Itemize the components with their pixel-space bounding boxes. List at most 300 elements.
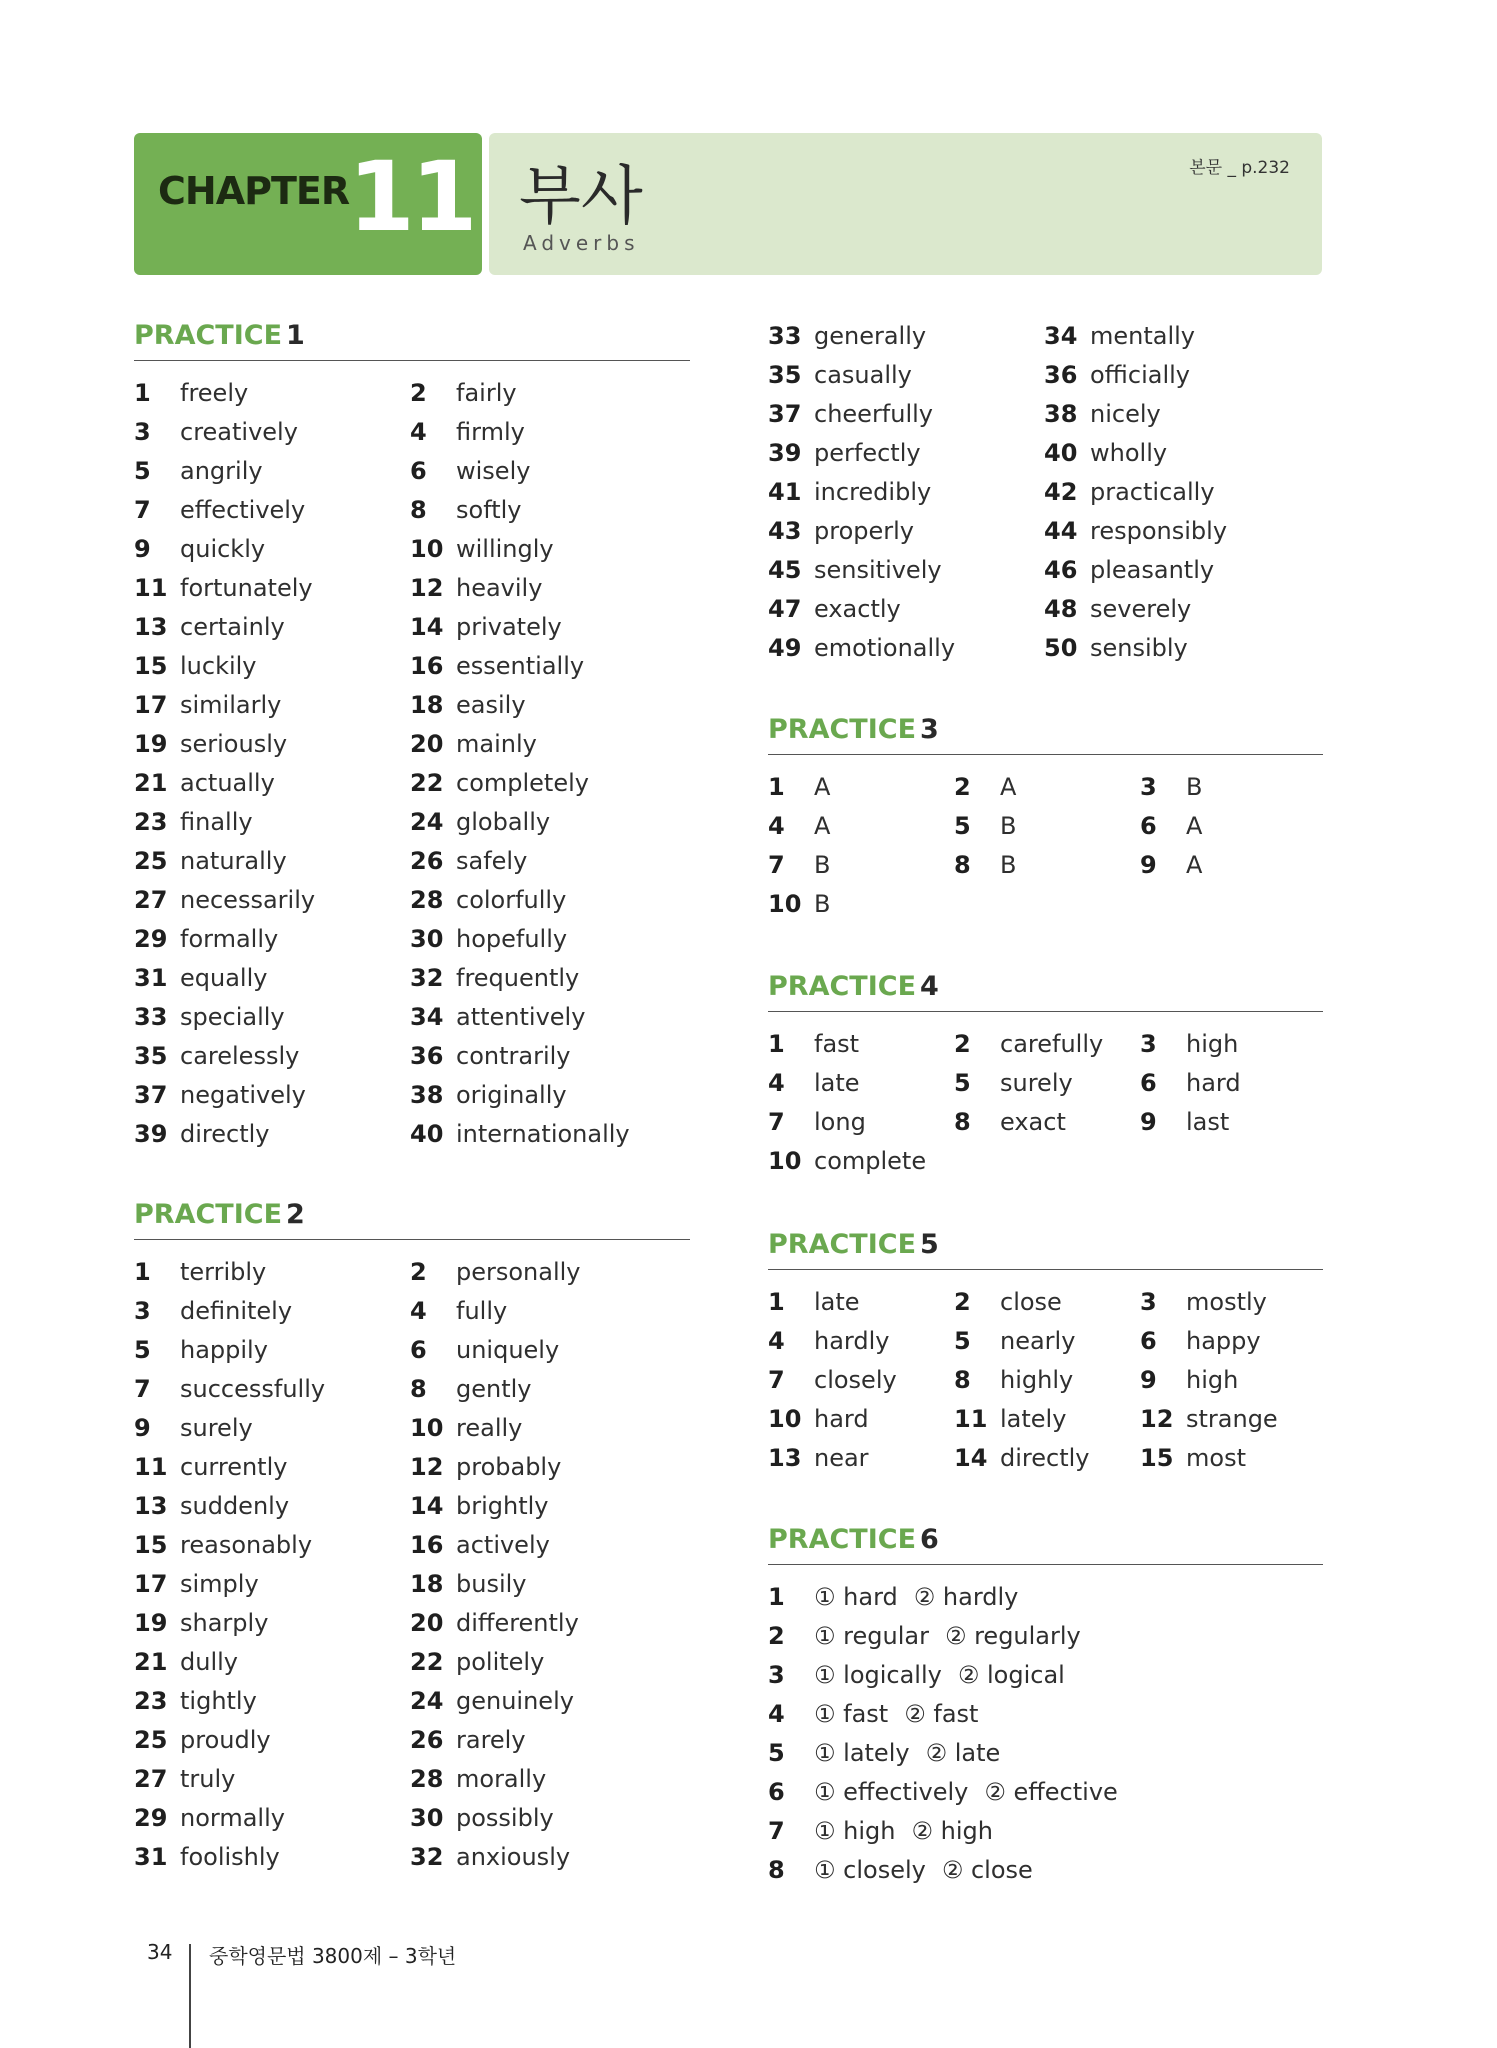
answer-text: firmly <box>456 417 525 446</box>
answer-item <box>1140 1282 1323 1321</box>
question-number: 9 <box>1140 1107 1157 1136</box>
answer-item <box>134 1525 410 1564</box>
answer-item <box>1140 1399 1323 1438</box>
answer-item <box>768 884 954 923</box>
question-number: 7 <box>768 1365 785 1394</box>
answer-text: closely <box>814 1365 897 1394</box>
answer-item <box>134 1603 410 1642</box>
answer-item <box>768 1733 1323 1772</box>
answer-text: angrily <box>180 456 263 485</box>
question-number: 32 <box>410 1842 444 1871</box>
answer-item <box>134 646 410 685</box>
question-number: 5 <box>768 1738 785 1767</box>
practice-number: 6 <box>920 1524 939 1555</box>
answer-text: wisely <box>456 456 531 485</box>
answer-text: formally <box>180 924 279 953</box>
answer-part-1: ① hard <box>814 1582 898 1611</box>
answer-text: B <box>814 889 831 918</box>
question-number: 19 <box>134 729 168 758</box>
answer-text: officially <box>1090 360 1190 389</box>
answer-item <box>1140 1024 1323 1063</box>
question-number: 22 <box>410 768 444 797</box>
practice-number: 1 <box>286 320 305 351</box>
answer-text: properly <box>814 516 914 545</box>
question-number: 2 <box>954 1287 971 1316</box>
book-title: 중학영문법 3800제 – 3학년 <box>209 1944 457 1968</box>
practice-number: 4 <box>920 971 939 1002</box>
answer-item <box>954 1063 1140 1102</box>
question-number: 39 <box>134 1119 168 1148</box>
practice-4-answers <box>768 1024 1323 1180</box>
question-number: 17 <box>134 1569 168 1598</box>
answer-text <box>814 1817 993 1845</box>
answer-text: simply <box>180 1569 259 1598</box>
question-number: 13 <box>134 612 168 641</box>
answer-item <box>134 880 410 919</box>
answer-item <box>410 1837 690 1876</box>
answer-text: emotionally <box>814 633 956 662</box>
answer-item <box>134 1075 410 1114</box>
answer-item <box>134 763 410 802</box>
answer-item <box>768 1141 954 1180</box>
answer-text: genuinely <box>456 1686 574 1715</box>
practice-5-answers <box>768 1282 1323 1477</box>
answer-item <box>768 589 1044 628</box>
practice-number: 3 <box>920 714 939 745</box>
question-number: 26 <box>410 846 444 875</box>
answer-text: exact <box>1000 1107 1066 1136</box>
answer-item <box>768 1282 954 1321</box>
footer-divider <box>189 1944 191 2048</box>
answer-text: hardly <box>814 1326 890 1355</box>
question-number: 28 <box>410 885 444 914</box>
answer-text: A <box>1186 811 1203 840</box>
question-number: 11 <box>134 573 168 602</box>
answer-item <box>1044 550 1324 589</box>
answer-part-1: ① lately <box>814 1738 910 1767</box>
answer-item <box>768 1772 1323 1811</box>
answer-item <box>768 1360 954 1399</box>
question-number: 8 <box>954 1365 971 1394</box>
answer-item <box>954 1399 1140 1438</box>
question-number: 2 <box>954 772 971 801</box>
answer-part-2: ② hardly <box>913 1582 1019 1611</box>
question-number: 5 <box>134 1335 151 1364</box>
answer-item <box>410 841 690 880</box>
answer-text: proudly <box>180 1725 271 1754</box>
answer-text: completely <box>456 768 589 797</box>
answer-part-2: ② effective <box>984 1777 1118 1806</box>
practice-1-continued-answers <box>768 316 1324 667</box>
answer-text: nearly <box>1000 1326 1076 1355</box>
answer-text: terribly <box>180 1257 267 1286</box>
question-number: 4 <box>768 1699 785 1728</box>
question-number: 18 <box>410 690 444 719</box>
question-number: 2 <box>410 1257 427 1286</box>
question-number: 43 <box>768 516 802 545</box>
answer-item <box>410 1564 690 1603</box>
answer-text: fortunately <box>180 573 313 602</box>
answer-item <box>410 1291 690 1330</box>
question-number: 3 <box>134 1296 151 1325</box>
answer-text: rarely <box>456 1725 526 1754</box>
answer-text: truly <box>180 1764 236 1793</box>
question-number: 39 <box>768 438 802 467</box>
question-number: 1 <box>768 772 785 801</box>
answer-text: surely <box>1000 1068 1073 1097</box>
answer-item <box>768 845 954 884</box>
question-number: 3 <box>1140 1029 1157 1058</box>
question-number: 14 <box>410 1491 444 1520</box>
answer-item <box>410 1447 690 1486</box>
practice-6-answers <box>768 1577 1323 1889</box>
answer-item <box>410 1759 690 1798</box>
chapter-title: 부사 <box>519 160 643 234</box>
answer-text: finally <box>180 807 253 836</box>
answer-text: incredibly <box>814 477 932 506</box>
question-number: 15 <box>134 1530 168 1559</box>
answer-text: mainly <box>456 729 537 758</box>
answer-item <box>954 1438 1140 1477</box>
question-number: 17 <box>134 690 168 719</box>
answer-item <box>410 412 690 451</box>
answer-item <box>410 646 690 685</box>
answer-item <box>134 1036 410 1075</box>
question-number: 10 <box>768 1146 802 1175</box>
answer-item <box>410 451 690 490</box>
answer-item <box>134 1447 410 1486</box>
answer-item <box>410 1075 690 1114</box>
answer-text: actively <box>456 1530 550 1559</box>
answer-item <box>1140 1360 1323 1399</box>
answer-item <box>410 1603 690 1642</box>
answer-item <box>134 685 410 724</box>
answer-text: perfectly <box>814 438 921 467</box>
answer-item <box>134 997 410 1036</box>
answer-item <box>1044 511 1324 550</box>
answer-text: globally <box>456 807 551 836</box>
answer-item <box>1044 433 1324 472</box>
answer-item <box>134 451 410 490</box>
practice-label: PRACTICE <box>134 320 283 351</box>
answer-item <box>768 1399 954 1438</box>
question-number: 3 <box>768 1660 785 1689</box>
answer-item <box>134 1252 410 1291</box>
question-number: 16 <box>410 1530 444 1559</box>
question-number: 40 <box>410 1119 444 1148</box>
answer-text: specially <box>180 1002 285 1031</box>
question-number: 19 <box>134 1608 168 1637</box>
practice-6-section <box>768 1522 1323 1889</box>
question-number: 23 <box>134 807 168 836</box>
question-number: 10 <box>410 1413 444 1442</box>
answer-text: surely <box>180 1413 253 1442</box>
answer-text: freely <box>180 378 249 407</box>
answer-item <box>410 1330 690 1369</box>
question-number: 33 <box>134 1002 168 1031</box>
answer-item <box>954 767 1140 806</box>
answer-item <box>768 1024 954 1063</box>
answer-text: fairly <box>456 378 517 407</box>
answer-text: colorfully <box>456 885 567 914</box>
practice-4-title <box>768 969 1323 1012</box>
answer-part-2: ② regularly <box>944 1621 1081 1650</box>
answer-text: last <box>1186 1107 1230 1136</box>
practice-3-title <box>768 712 1323 755</box>
answer-text: possibly <box>456 1803 554 1832</box>
answer-item <box>410 919 690 958</box>
answer-item <box>410 1252 690 1291</box>
question-number: 37 <box>134 1080 168 1109</box>
answer-text: carefully <box>1000 1029 1104 1058</box>
answer-text: sensibly <box>1090 633 1188 662</box>
question-number: 3 <box>1140 772 1157 801</box>
answer-item <box>1140 1321 1323 1360</box>
answer-part-2: ② high <box>911 1816 993 1845</box>
question-number: 3 <box>1140 1287 1157 1316</box>
answer-item <box>134 1408 410 1447</box>
answer-text: actually <box>180 768 275 797</box>
answer-item <box>954 806 1140 845</box>
answer-item <box>1044 628 1324 667</box>
question-number: 4 <box>768 1068 785 1097</box>
answer-item <box>768 1655 1323 1694</box>
question-number: 9 <box>134 534 151 563</box>
question-number: 13 <box>768 1443 802 1472</box>
answer-text: brightly <box>456 1491 549 1520</box>
answer-text: late <box>814 1287 860 1316</box>
practice-3-section <box>768 712 1323 923</box>
question-number: 29 <box>134 1803 168 1832</box>
question-number: 2 <box>768 1621 785 1650</box>
answer-item <box>134 1642 410 1681</box>
answer-part-1: ① high <box>814 1816 896 1845</box>
answer-text: complete <box>814 1146 927 1175</box>
question-number: 1 <box>768 1287 785 1316</box>
answer-text: generally <box>814 321 927 350</box>
answer-text: gently <box>456 1374 532 1403</box>
question-number: 11 <box>954 1404 988 1433</box>
question-number: 40 <box>1044 438 1078 467</box>
answer-item <box>410 1369 690 1408</box>
answer-text <box>814 1622 1081 1650</box>
answer-item <box>954 1360 1140 1399</box>
answer-text: B <box>1186 772 1203 801</box>
answer-text: hard <box>814 1404 869 1433</box>
question-number: 5 <box>134 456 151 485</box>
question-number: 41 <box>768 477 802 506</box>
question-number: 20 <box>410 1608 444 1637</box>
question-number: 16 <box>410 651 444 680</box>
question-number: 3 <box>134 417 151 446</box>
answer-text: luckily <box>180 651 257 680</box>
chapter-title-banner <box>489 133 1322 275</box>
answer-item <box>768 1321 954 1360</box>
answer-text: exactly <box>814 594 901 623</box>
answer-text: successfully <box>180 1374 326 1403</box>
question-number: 49 <box>768 633 802 662</box>
answer-text: carelessly <box>180 1041 300 1070</box>
answer-text <box>814 1856 1033 1884</box>
chapter-badge <box>134 133 482 275</box>
answer-text: frequently <box>456 963 580 992</box>
answer-item <box>768 394 1044 433</box>
answer-text: sharply <box>180 1608 269 1637</box>
question-number: 15 <box>134 651 168 680</box>
question-number: 48 <box>1044 594 1078 623</box>
answer-item <box>954 1024 1140 1063</box>
question-number: 8 <box>410 495 427 524</box>
answer-text: willingly <box>456 534 554 563</box>
answer-text: fully <box>456 1296 508 1325</box>
chapter-number: 11 <box>348 141 474 253</box>
answer-text: practically <box>1090 477 1215 506</box>
answer-item <box>410 1642 690 1681</box>
answer-item <box>410 1681 690 1720</box>
page-reference: 본문 _ p.232 <box>1189 158 1290 178</box>
answer-text: hopefully <box>456 924 568 953</box>
question-number: 13 <box>134 1491 168 1520</box>
answer-part-2: ② fast <box>904 1699 979 1728</box>
answer-text: happily <box>180 1335 268 1364</box>
question-number: 20 <box>410 729 444 758</box>
question-number: 45 <box>768 555 802 584</box>
answer-item <box>410 724 690 763</box>
question-number: 38 <box>410 1080 444 1109</box>
practice-label: PRACTICE <box>768 1524 917 1555</box>
answer-item <box>410 1408 690 1447</box>
answer-text: B <box>814 850 831 879</box>
answer-item <box>1140 1438 1323 1477</box>
answer-text <box>814 1739 1000 1767</box>
answer-text: directly <box>1000 1443 1090 1472</box>
answer-item <box>768 511 1044 550</box>
answer-item <box>768 433 1044 472</box>
answer-text: reasonably <box>180 1530 313 1559</box>
question-number: 5 <box>954 811 971 840</box>
question-number: 35 <box>134 1041 168 1070</box>
question-number: 24 <box>410 807 444 836</box>
answer-item <box>134 1681 410 1720</box>
answer-text: strange <box>1186 1404 1278 1433</box>
answer-item <box>410 1798 690 1837</box>
answer-text: softly <box>456 495 522 524</box>
answer-item <box>410 607 690 646</box>
answer-item <box>134 568 410 607</box>
practice-label: PRACTICE <box>768 1229 917 1260</box>
answer-item <box>768 806 954 845</box>
answer-text: mentally <box>1090 321 1196 350</box>
practice-5-title <box>768 1227 1323 1270</box>
question-number: 7 <box>768 1816 785 1845</box>
question-number: 15 <box>1140 1443 1174 1472</box>
answer-item <box>410 568 690 607</box>
answer-item <box>768 1616 1323 1655</box>
answer-item <box>410 997 690 1036</box>
answer-text: contrarily <box>456 1041 571 1070</box>
practice-5-section <box>768 1227 1323 1477</box>
question-number: 37 <box>768 399 802 428</box>
answer-text: safely <box>456 846 528 875</box>
answer-item <box>134 1798 410 1837</box>
question-number: 12 <box>1140 1404 1174 1433</box>
question-number: 6 <box>410 1335 427 1364</box>
practice-1-answers <box>134 373 690 1153</box>
answer-item <box>1044 589 1324 628</box>
question-number: 12 <box>410 1452 444 1481</box>
answer-text: equally <box>180 963 268 992</box>
answer-item <box>410 958 690 997</box>
answer-text: hard <box>1186 1068 1241 1097</box>
answer-item <box>134 1369 410 1408</box>
answer-text: probably <box>456 1452 562 1481</box>
question-number: 32 <box>410 963 444 992</box>
question-number: 7 <box>768 850 785 879</box>
practice-1-continued <box>768 316 1324 667</box>
practice-1-title <box>134 318 690 361</box>
answer-text: pleasantly <box>1090 555 1215 584</box>
practice-3-answers <box>768 767 1323 923</box>
chapter-subtitle: Adverbs <box>523 231 640 255</box>
answer-item <box>134 529 410 568</box>
answer-item <box>768 355 1044 394</box>
answer-item <box>134 1564 410 1603</box>
question-number: 14 <box>954 1443 988 1472</box>
answer-text: happy <box>1186 1326 1261 1355</box>
answer-text: certainly <box>180 612 285 641</box>
answer-text: most <box>1186 1443 1246 1472</box>
question-number: 1 <box>134 378 151 407</box>
answer-text <box>814 1778 1118 1806</box>
answer-item <box>768 1694 1323 1733</box>
answer-part-1: ① effectively <box>814 1777 969 1806</box>
answer-text: tightly <box>180 1686 257 1715</box>
question-number: 33 <box>768 321 802 350</box>
answer-text: B <box>1000 811 1017 840</box>
question-number: 8 <box>954 1107 971 1136</box>
answer-item <box>410 1486 690 1525</box>
answer-text: lately <box>1000 1404 1067 1433</box>
answer-item <box>768 1811 1323 1850</box>
answer-item <box>954 1102 1140 1141</box>
answer-text: close <box>1000 1287 1062 1316</box>
answer-text: creatively <box>180 417 298 446</box>
answer-item <box>134 490 410 529</box>
answer-item <box>134 607 410 646</box>
question-number: 28 <box>410 1764 444 1793</box>
answer-text: A <box>1000 772 1017 801</box>
question-number: 14 <box>410 612 444 641</box>
question-number: 38 <box>1044 399 1078 428</box>
answer-part-1: ① closely <box>814 1855 926 1884</box>
answer-text <box>814 1583 1018 1611</box>
question-number: 46 <box>1044 555 1078 584</box>
answer-item <box>410 373 690 412</box>
answer-text: high <box>1186 1029 1239 1058</box>
question-number: 7 <box>134 495 151 524</box>
answer-text: dully <box>180 1647 238 1676</box>
answer-text: differently <box>456 1608 579 1637</box>
question-number: 34 <box>1044 321 1078 350</box>
answer-item <box>134 1720 410 1759</box>
practice-2-answers <box>134 1252 690 1876</box>
answer-text: casually <box>814 360 912 389</box>
answer-item <box>954 1321 1140 1360</box>
question-number: 18 <box>410 1569 444 1598</box>
question-number: 36 <box>410 1041 444 1070</box>
answer-text: effectively <box>180 495 306 524</box>
answer-item <box>1140 1102 1323 1141</box>
